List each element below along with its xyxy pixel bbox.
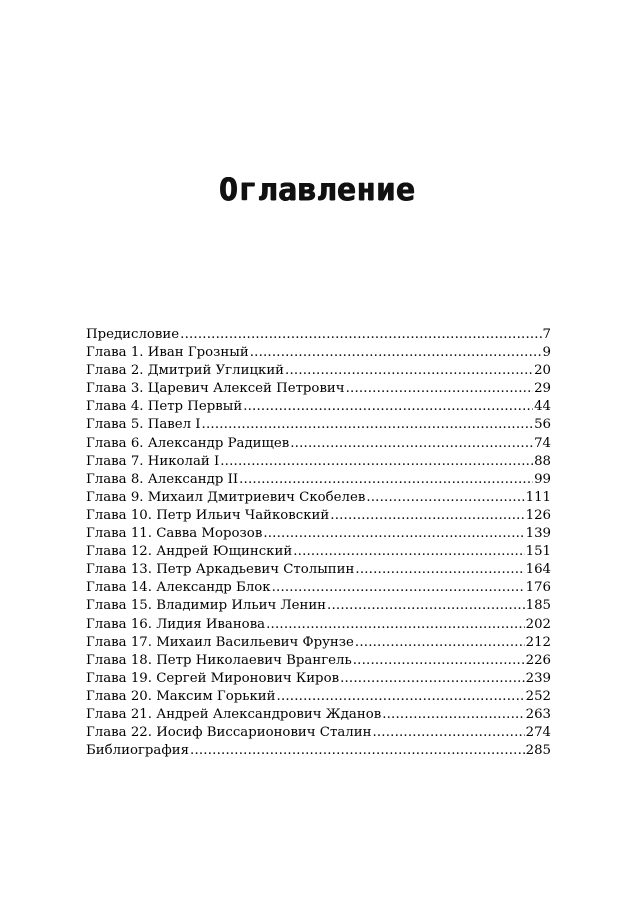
- toc-entry: [86, 724, 551, 742]
- dot-leader: [285, 362, 533, 380]
- toc-entry: [86, 435, 551, 453]
- toc-entry: [86, 597, 551, 615]
- toc-entry-title: Глава 9. Михаил Дмитриевич Скобелев: [86, 489, 366, 505]
- dot-leader: [290, 435, 533, 453]
- toc-entry: [86, 706, 551, 724]
- dot-leader: [355, 634, 525, 652]
- dot-leader: [239, 471, 533, 489]
- toc-entry: [86, 688, 551, 706]
- toc-entry-title: Глава 12. Андрей Ющинский: [86, 544, 293, 560]
- toc-entry-page-number: 164: [525, 562, 551, 578]
- toc-entry-page-number: 20: [534, 363, 551, 379]
- dot-leader: [382, 706, 524, 724]
- dot-leader: [263, 525, 524, 543]
- toc-entry-page-number: 56: [534, 417, 551, 433]
- dot-leader: [220, 453, 533, 471]
- toc-entry-title: Глава 17. Михаил Васильевич Фрунзе: [86, 634, 354, 650]
- toc-entry-page-number: 29: [534, 381, 551, 397]
- toc-entry-page-number: 44: [534, 399, 551, 415]
- dot-leader: [293, 543, 524, 561]
- dot-leader: [355, 561, 524, 579]
- toc-entry-page-number: 88: [534, 453, 551, 469]
- toc-entry-title: Глава 13. Петр Аркадьевич Столыпин: [86, 562, 355, 578]
- toc-entry-page-number: 9: [542, 345, 551, 361]
- toc-entry-page-number: 252: [525, 688, 551, 704]
- toc-entry: [86, 398, 551, 416]
- dot-leader: [277, 688, 525, 706]
- toc-entry-title: Глава 3. Царевич Алексей Петрович: [86, 381, 345, 397]
- table-of-contents: [86, 326, 551, 760]
- toc-entry: [86, 652, 551, 670]
- toc-entry-page-number: 202: [525, 616, 551, 632]
- toc-entry-page-number: 99: [534, 471, 551, 487]
- toc-entry-title: Предисловие: [86, 327, 180, 342]
- page-title: Оглавление: [219, 172, 416, 208]
- toc-entry: [86, 453, 551, 471]
- toc-entry: [86, 561, 551, 579]
- toc-entry: [86, 579, 551, 597]
- toc-entry-title: Глава 1. Иван Грозный: [86, 345, 249, 361]
- toc-entry-title: Глава 19. Сергей Миронович Киров: [86, 670, 340, 686]
- toc-entry-page-number: 7: [542, 327, 551, 342]
- toc-entry-title: Глава 15. Владимир Ильич Ленин: [86, 598, 327, 614]
- toc-entry-page-number: 239: [525, 670, 551, 686]
- toc-entry: [86, 344, 551, 362]
- toc-entry-title: Библиография: [86, 743, 190, 759]
- toc-entry-title: Глава 8. Александр II: [86, 471, 239, 487]
- toc-entry-page-number: 274: [525, 725, 551, 741]
- toc-entry: [86, 380, 551, 398]
- toc-entry-title: Глава 4. Петр Первый: [86, 399, 243, 415]
- toc-entry-page-number: 74: [534, 435, 551, 451]
- toc-entry-title: Глава 22. Иосиф Виссарионович Сталин: [86, 725, 372, 741]
- toc-entry-title: Глава 16. Лидия Иванова: [86, 616, 266, 632]
- toc-entry-page-number: 139: [525, 526, 551, 542]
- toc-entry-page-number: 111: [525, 489, 551, 505]
- toc-entry-page-number: 263: [525, 706, 551, 722]
- toc-entry-page-number: 176: [525, 580, 551, 596]
- toc-entry-title: Глава 11. Савва Морозов: [86, 526, 263, 542]
- dot-leader: [330, 507, 524, 525]
- toc-entry-title: Глава 7. Николай I: [86, 453, 220, 469]
- toc-entry: [86, 634, 551, 652]
- dot-leader: [190, 742, 525, 760]
- toc-entry-title: Глава 20. Максим Горький: [86, 688, 276, 704]
- dot-leader: [346, 380, 533, 398]
- toc-entry: [86, 742, 551, 760]
- toc-entry-title: Глава 21. Андрей Александрович Жданов: [86, 706, 382, 722]
- dot-leader: [366, 489, 524, 507]
- toc-entry: [86, 543, 551, 561]
- dot-leader: [243, 398, 533, 416]
- toc-entry-page-number: 185: [525, 598, 551, 614]
- dot-leader: [250, 344, 542, 362]
- toc-entry-title: Глава 10. Петр Ильич Чайковский: [86, 507, 330, 523]
- toc-entry: [86, 326, 551, 344]
- dot-leader: [180, 326, 541, 344]
- dot-leader: [266, 616, 525, 634]
- toc-entry-title: Глава 6. Александр Радищев: [86, 435, 290, 451]
- toc-entry: [86, 362, 551, 380]
- toc-entry-title: Глава 2. Дмитрий Углицкий: [86, 363, 285, 379]
- toc-entry: [86, 489, 551, 507]
- toc-entry-title: Глава 5. Павел I: [86, 417, 201, 433]
- toc-entry-page-number: 151: [525, 544, 551, 560]
- dot-leader: [272, 579, 525, 597]
- toc-entry-page-number: 126: [525, 507, 551, 523]
- dot-leader: [353, 652, 525, 670]
- dot-leader: [372, 724, 524, 742]
- toc-entry: [86, 616, 551, 634]
- toc-entry: [86, 471, 551, 489]
- toc-entry: [86, 525, 551, 543]
- toc-entry-title: Глава 14. Александр Блок: [86, 580, 271, 596]
- toc-entry-page-number: 212: [525, 634, 551, 650]
- toc-entry-title: Глава 18. Петр Николаевич Врангель: [86, 652, 352, 668]
- toc-entry-page-number: 226: [525, 652, 551, 668]
- toc-entry: [86, 507, 551, 525]
- toc-entry: [86, 670, 551, 688]
- dot-leader: [202, 416, 534, 434]
- dot-leader: [340, 670, 525, 688]
- dot-leader: [327, 597, 525, 615]
- toc-entry-page-number: 285: [525, 743, 551, 759]
- toc-entry: [86, 416, 551, 434]
